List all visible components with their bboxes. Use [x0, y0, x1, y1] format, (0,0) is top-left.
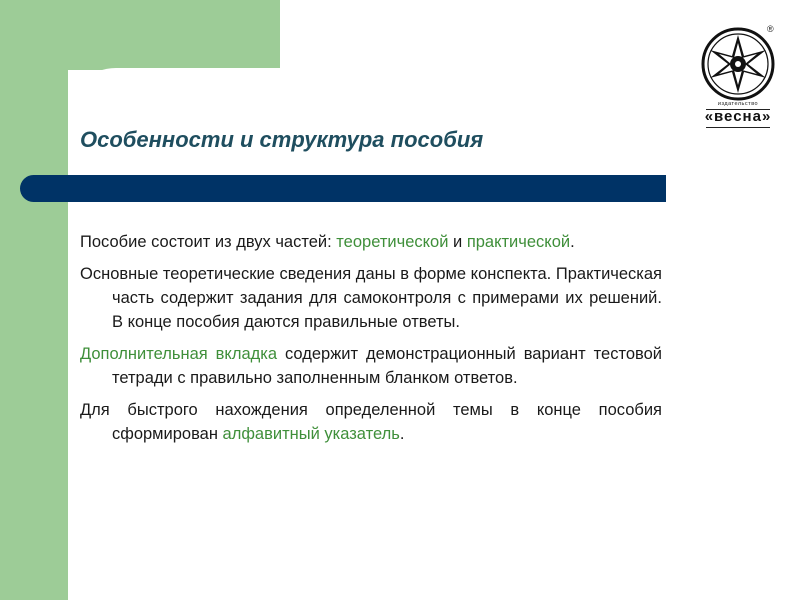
highlighted-term: алфавитный указатель: [222, 425, 400, 443]
green-band-left: [0, 0, 68, 600]
publisher-logo: [696, 22, 786, 134]
body-paragraph: [80, 230, 662, 254]
registered-mark: ®: [767, 24, 774, 34]
star-circle-logo-icon: [700, 26, 776, 102]
body-paragraph: [80, 342, 662, 390]
highlighted-term: Дополнительная вкладка: [80, 345, 278, 363]
logo-subtitle: издательство: [717, 101, 759, 107]
logo-bottom-rule: [706, 127, 770, 128]
title-divider-bar: [20, 175, 666, 202]
body-paragraph: [80, 262, 662, 334]
paragraph-text: .: [399, 425, 405, 443]
paragraph-text: .: [570, 233, 575, 251]
highlighted-term: практической: [466, 233, 571, 251]
paragraph-text: и: [448, 233, 467, 251]
paragraph-text: Пособие состоит из двух частей:: [80, 233, 337, 251]
body-paragraph: [80, 398, 662, 446]
logo-name: «весна»: [704, 108, 772, 125]
slide-body: [80, 230, 662, 454]
slide-title: Особенности и структура пособия: [80, 127, 484, 152]
green-band-top: [0, 0, 280, 70]
paragraph-text: Основные теоретические сведения даны в форме конспекта. Практическая часть содержит задания для самоконтроля с примерами их решений. В конце пособия даются правильные ответы.: [80, 265, 662, 331]
highlighted-term: теоретической: [336, 233, 449, 251]
paragraph-text: Для быстрого нахождения определенной темы в конце пособия сформирован: [80, 401, 662, 443]
paragraph-text: содержит демонстрационный вариант тестовой тетради с правильно заполненным бланком ответов.: [112, 345, 663, 387]
